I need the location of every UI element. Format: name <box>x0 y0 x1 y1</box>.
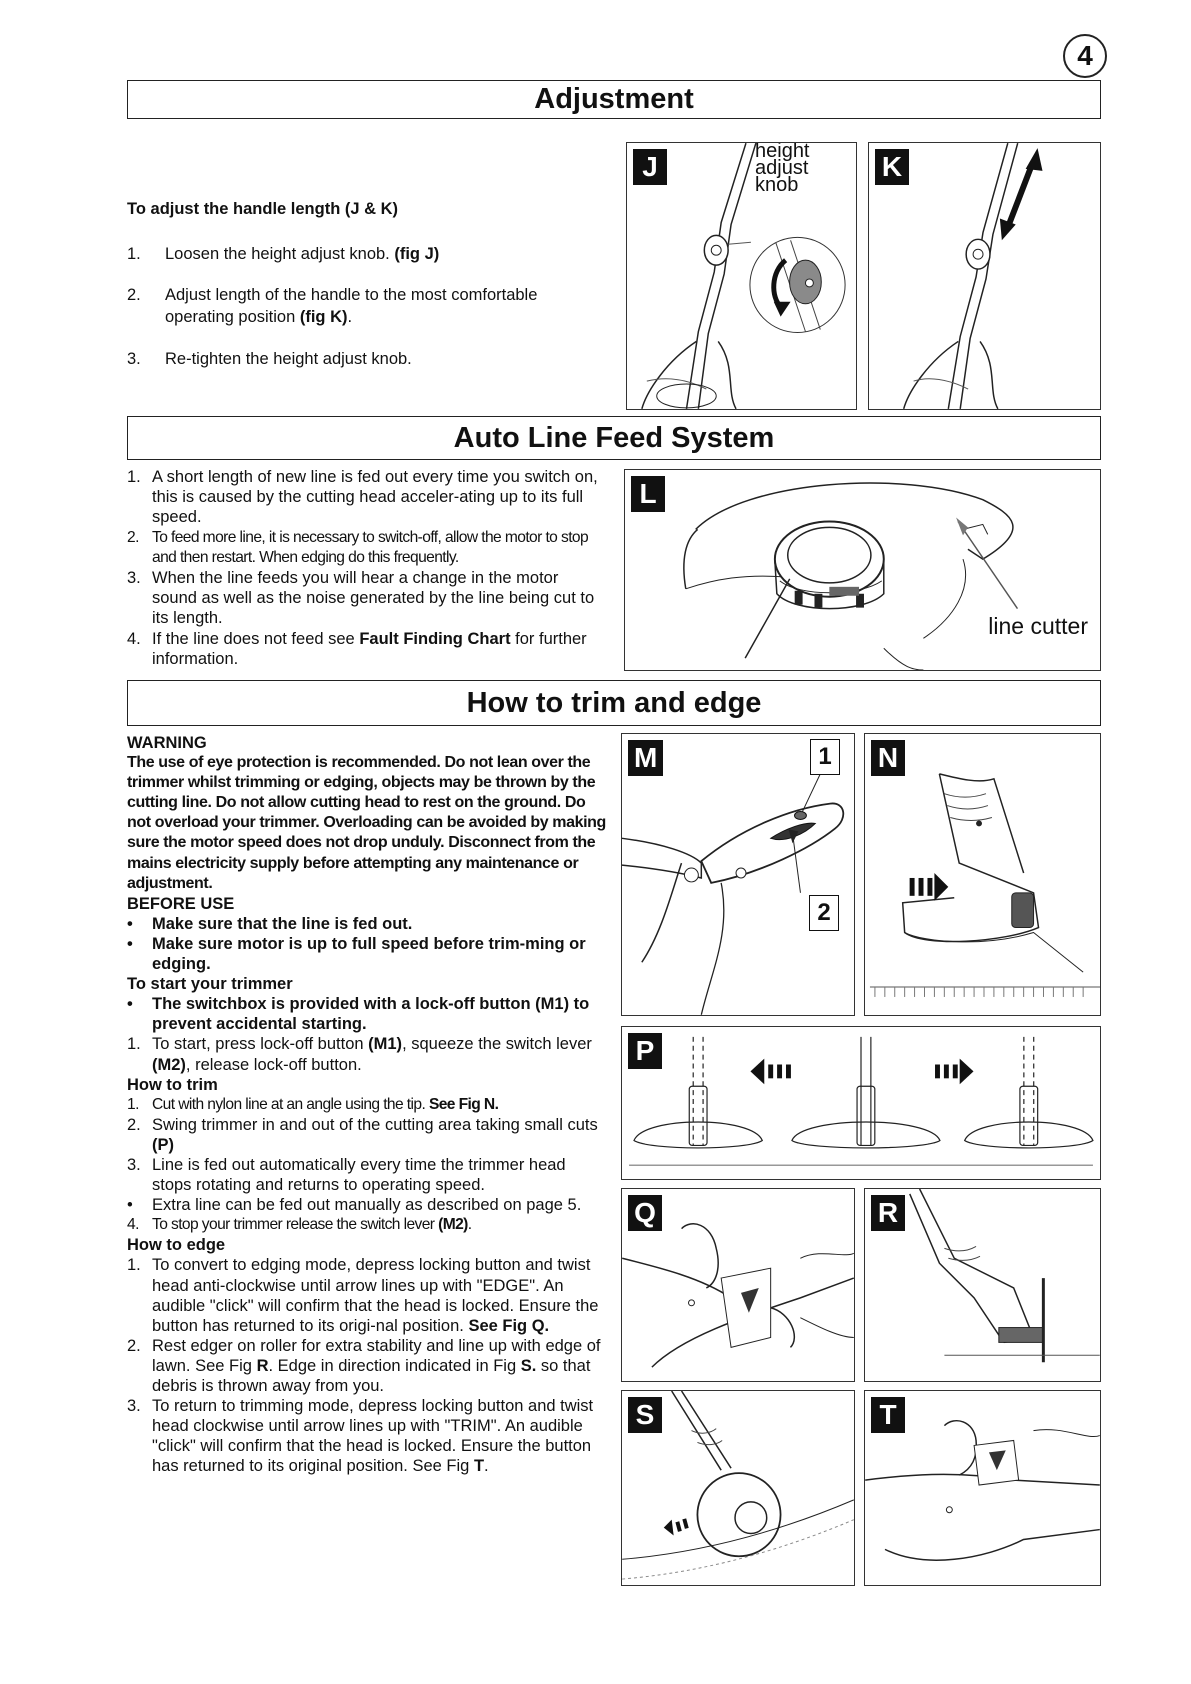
figure-l-illustration <box>625 470 1100 670</box>
section-heading-auto-line-feed: Auto Line Feed System <box>127 416 1101 460</box>
item-text: , squeeze the switch lever <box>402 1035 592 1054</box>
figure-p-illustration <box>622 1027 1100 1179</box>
bullet: • <box>127 1196 133 1215</box>
before-use-heading: BEFORE USE <box>127 894 235 913</box>
figure-label-n: N <box>871 740 905 776</box>
auto-feed-item-4 <box>127 629 605 669</box>
bullet: • <box>127 914 133 933</box>
item-text-end: for further information. <box>152 629 587 668</box>
bullet: • <box>127 995 133 1014</box>
figure-t <box>864 1390 1101 1586</box>
label-line: height <box>755 142 810 162</box>
trim-step-1 <box>127 1095 609 1115</box>
auto-feed-item-2 <box>127 528 605 568</box>
height-adjust-knob-label <box>755 143 810 194</box>
warning-text: The use of eye protection is recommended. Do not lean over the trimmer whilst trimming or edging, objects may be thrown by the cutting line. Do not allow cutting head to rest on the ground. Do not overload your trimmer. Overloading can be avoided by making sure the motor speed does not drop unduly. Disconnect from the mains electricity supply before attempting any maintenance or adjustment. <box>127 754 606 892</box>
figure-m-illustration <box>622 734 854 1015</box>
item-number: 3. <box>127 569 141 588</box>
figure-label-k: K <box>875 149 909 185</box>
figure-m <box>621 733 855 1016</box>
figure-j <box>626 142 857 410</box>
figure-s <box>621 1390 855 1586</box>
before-use-item-1 <box>127 914 609 934</box>
label-line: adjust <box>755 157 809 179</box>
ref-fig-s: S. <box>520 1356 537 1375</box>
ref-m2: (M2) <box>438 1216 468 1234</box>
item-text: Swing trimmer in and out of the cutting area taking small cuts <box>152 1115 598 1134</box>
edge-step-1 <box>127 1255 609 1335</box>
step-number: 3. <box>127 350 141 368</box>
start-step-1 <box>127 1034 609 1074</box>
step-number: 2. <box>127 286 141 304</box>
item-text: . <box>484 1457 489 1476</box>
item-text: , release lock-off button. <box>185 1055 362 1074</box>
step-fig-ref: (fig J) <box>394 245 440 263</box>
item-number: 3. <box>127 1397 141 1416</box>
item-text: . Edge in direction indicated in Fig <box>268 1356 521 1375</box>
ref-fig-p: (P) <box>152 1135 174 1154</box>
figure-label-p: P <box>628 1033 662 1069</box>
warning-heading: WARNING <box>127 734 207 752</box>
start-bullet <box>127 994 609 1034</box>
auto-feed-item-3 <box>127 568 605 629</box>
item-number: 1. <box>127 468 141 486</box>
ref-fig-t: T <box>473 1457 485 1476</box>
figure-label-t: T <box>871 1397 905 1433</box>
item-text: A short length of new line is fed out every time you switch on, this is caused by the cutting head acceler-ating up to its full speed. <box>152 468 598 527</box>
trim-bullet <box>127 1195 609 1215</box>
item-number: 3. <box>127 1155 141 1174</box>
before-use-item-2 <box>127 934 609 974</box>
figure-n-illustration <box>865 734 1100 1015</box>
trim-step-3 <box>127 1155 609 1195</box>
adjust-step-3 <box>127 349 597 371</box>
item-text: To convert to edging mode, depress locking button and twist head anti-clockwise until arrow lines up with "EDGE". An audible "click" will confirm that the head is locked. Ensure the button has returned to its origi-nal position. <box>152 1256 599 1335</box>
item-number: 2. <box>127 1336 141 1355</box>
step-text: Re-tighten the height adjust knob. <box>165 350 412 368</box>
item-text: so that debris is thrown away from you. <box>152 1356 591 1395</box>
item-number: 1. <box>127 1035 141 1054</box>
item-text: Make sure motor is up to full speed before trim-ming or edging. <box>152 934 586 974</box>
ref-m2: (M2) <box>152 1055 186 1074</box>
figure-n <box>864 733 1101 1016</box>
figure-label-l: L <box>631 476 665 512</box>
step-text: Loosen the height adjust knob. <box>165 245 395 263</box>
figure-r <box>864 1188 1101 1382</box>
figure-label-j: J <box>633 149 667 185</box>
step-text: Adjust length of the handle to the most comfortable operating position <box>165 286 538 326</box>
how-to-edge-heading: How to edge <box>127 1236 226 1255</box>
start-trimmer-heading: To start your trimmer <box>127 975 293 994</box>
bullet: • <box>127 934 133 953</box>
label-line: knob <box>755 174 799 196</box>
trim-step-2 <box>127 1115 609 1155</box>
ref-m1: (M1) <box>368 1035 403 1054</box>
item-text: To feed more line, it is necessary to switch-off, allow the motor to stop and then restart. When edging do this frequently. <box>152 528 589 566</box>
figure-l <box>624 469 1101 671</box>
figure-label-r: R <box>871 1195 905 1231</box>
item-number: 4. <box>127 629 141 648</box>
item-text: Extra line can be fed out manually as described on page 5. <box>152 1196 582 1215</box>
item-text: Line is fed out automatically every time the trimmer head stops rotating and returns to operating speed. <box>152 1155 566 1195</box>
step-text-end: . <box>347 307 353 326</box>
item-text: Make sure that the line is fed out. <box>152 914 413 933</box>
ref-fig-q: See Fig Q. <box>468 1316 550 1335</box>
section-heading-trim-edge: How to trim and edge <box>127 680 1101 726</box>
section-heading-adjustment: Adjustment <box>127 80 1101 119</box>
item-text: To start, press lock-off button <box>152 1035 369 1054</box>
figure-p <box>621 1026 1101 1180</box>
item-number: 1. <box>127 1256 141 1275</box>
item-text: . <box>467 1216 472 1234</box>
ref-fig-n: See Fig N. <box>428 1095 499 1113</box>
fault-finding-chart-ref: Fault Finding Chart <box>359 629 511 648</box>
line-cutter-label: line cutter <box>988 613 1088 639</box>
auto-feed-list <box>127 467 605 669</box>
item-number: 4. <box>127 1216 139 1234</box>
item-text: Rest edger on roller for extra stability and line up with edge of lawn. See Fig <box>152 1336 601 1375</box>
step-fig-ref: (fig K) <box>299 307 348 326</box>
trim-edge-instructions <box>127 733 609 1476</box>
item-number: 2. <box>127 528 139 546</box>
adjust-handle-title: To adjust the handle length (J & K) <box>127 200 399 218</box>
item-text: When the line feeds you will hear a change in the motor sound as well as the noise generated by the line being cut to its length. <box>152 569 595 628</box>
step-number: 1. <box>127 245 141 263</box>
adjust-step-1 <box>127 244 597 266</box>
item-text: Cut with nylon line at an angle using the tip. <box>152 1095 429 1113</box>
figure-label-s: S <box>628 1397 662 1433</box>
how-to-trim-heading: How to trim <box>127 1075 218 1094</box>
callout-1: 1 <box>810 739 840 775</box>
figure-label-m: M <box>628 740 663 776</box>
figure-k <box>868 142 1101 410</box>
trim-step-4 <box>127 1215 609 1235</box>
edge-step-3 <box>127 1396 609 1476</box>
item-number: 1. <box>127 1095 139 1113</box>
item-text: To return to trimming mode, depress locking button and twist head clockwise until arrow lines up with "TRIM". An audible "click" will confirm that the head is locked. Ensure the button has returned to its original position. See Fig <box>152 1397 594 1476</box>
callout-2: 2 <box>809 895 839 931</box>
item-text: To stop your trimmer release the switch lever <box>152 1216 439 1234</box>
item-text: The switchbox is provided with a lock-off button (M1) to prevent accidental starting. <box>152 995 590 1034</box>
item-number: 2. <box>127 1115 141 1134</box>
page-number: 4 <box>1063 34 1107 78</box>
adjust-step-2 <box>127 285 597 328</box>
item-text: If the line does not feed see <box>152 629 360 648</box>
auto-feed-item-1 <box>127 467 605 528</box>
figure-label-q: Q <box>628 1195 662 1231</box>
ref-fig-r: R <box>256 1356 269 1375</box>
figure-q <box>621 1188 855 1382</box>
edge-step-2 <box>127 1336 609 1396</box>
